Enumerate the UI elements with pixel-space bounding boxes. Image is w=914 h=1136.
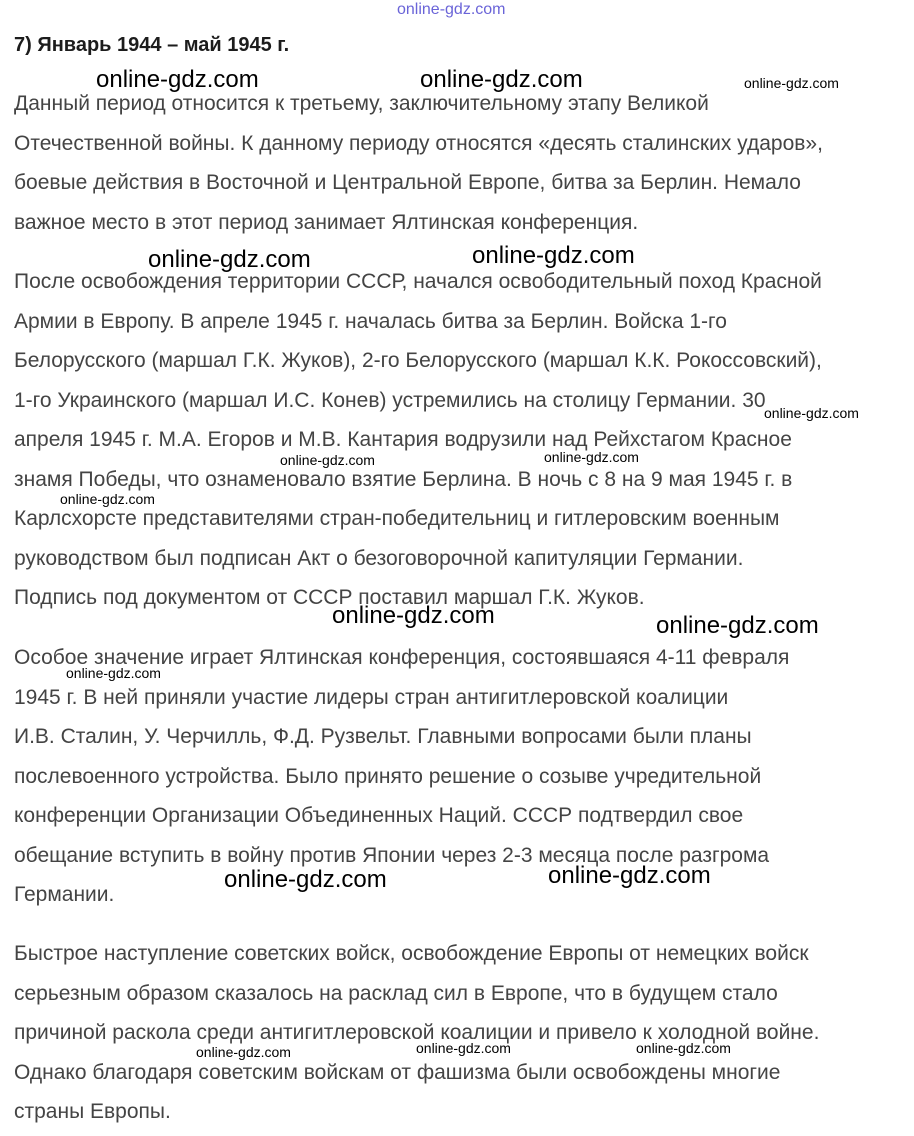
paragraph-line: Однако благодаря советским войскам от фашизма были освобождены многие (14, 1060, 781, 1084)
watermark: online-gdz.com (196, 1044, 291, 1060)
paragraph-line: важное место в этот период занимает Ялтинская конференция. (14, 210, 639, 234)
paragraph-line: И.В. Сталин, У. Черчилль, Ф.Д. Рузвельт. Главными вопросами были планы (14, 725, 752, 748)
watermark: online-gdz.com (544, 449, 639, 465)
paragraph-line: руководством был подписан Акт о безоговорочной капитуляции Германии. (14, 546, 744, 570)
paragraph-2 (14, 262, 822, 618)
watermark: online-gdz.com (60, 491, 155, 507)
paragraph-line: 1945 г. В ней приняли участие лидеры стран антигитлеровской коалиции (14, 685, 729, 709)
paragraph-line: 1-го Украинского (маршал И.С. Конев) устремились на столицу Германии. 30 (14, 388, 766, 412)
paragraph-line: конференции Организации Объединенных Наций. СССР подтвердил свое (14, 804, 744, 827)
watermark: online-gdz.com (420, 66, 583, 93)
paragraph-line: Отечественной войны. К данному периоду относятся «десять сталинских ударов», (14, 131, 823, 155)
watermark: online-gdz.com (66, 665, 161, 681)
watermark: online-gdz.com (397, 1, 506, 18)
paragraph-line: послевоенного устройства. Было принято решение о созыве учредительной (14, 764, 762, 788)
watermark: online-gdz.com (636, 1040, 731, 1056)
paragraph-line: Особое значение играет Ялтинская конференция, состоявшаяся 4-11 февраля (14, 646, 790, 669)
paragraph-1 (14, 84, 823, 242)
watermark: online-gdz.com (764, 405, 859, 421)
watermark: online-gdz.com (332, 602, 495, 629)
watermark: online-gdz.com (96, 66, 259, 93)
paragraph-line: Подпись под документом от СССР поставил маршал Г.К. Жуков. (14, 586, 645, 609)
paragraph-line: боевые действия в Восточной и Центральной Европе, битва за Берлин. Немало (14, 171, 801, 194)
section-heading: 7) Январь 1944 – май 1945 г. (14, 34, 290, 56)
paragraph-line: Армии в Европу. В апреле 1945 г. началась битва за Берлин. Войска 1-го (14, 309, 727, 333)
paragraph-line: страны Европы. (14, 1100, 171, 1123)
paragraph-line: Белорусского (маршал Г.К. Жуков), 2-го Белорусского (маршал К.К. Рокоссовский), (14, 349, 822, 372)
paragraph-line: Быстрое наступление советских войск, освобождение Европы от немецких войск (14, 942, 809, 965)
watermark: online-gdz.com (744, 75, 839, 91)
paragraph-line: причиной раскола среди антигитлеровской коалиции и привело к холодной войне. (14, 1021, 820, 1044)
paragraph-line: Данный период относится к третьему, заключительному этапу Великой (14, 92, 709, 115)
paragraph-line: апреля 1945 г. М.А. Егоров и М.В. Кантария водрузили над Рейхстагом Красное (14, 428, 792, 451)
paragraph-line: знамя Победы, что ознаменовало взятие Берлина. В ночь с 8 на 9 мая 1945 г. в (14, 467, 793, 491)
watermark: online-gdz.com (472, 242, 635, 269)
watermark: online-gdz.com (548, 862, 711, 889)
paragraph-line: После освобождения территории СССР, начался освободительный поход Красной (14, 270, 822, 293)
watermark: online-gdz.com (656, 612, 819, 639)
paragraph-line: обещание вступить в войну против Японии через 2-3 месяца после разгрома (14, 843, 770, 867)
paragraph-4 (14, 934, 819, 1132)
paragraph-line: Карлсхорсте представителями стран-победительниц и гитлеровским военным (14, 507, 780, 530)
watermark: online-gdz.com (280, 452, 375, 468)
watermark: online-gdz.com (416, 1040, 511, 1056)
paragraph-line: Германии. (14, 883, 115, 906)
watermark: online-gdz.com (148, 246, 311, 273)
paragraph-line: серьезным образом сказалось на расклад сил в Европе, что в будущем стало (14, 981, 778, 1005)
watermark: online-gdz.com (224, 866, 387, 893)
